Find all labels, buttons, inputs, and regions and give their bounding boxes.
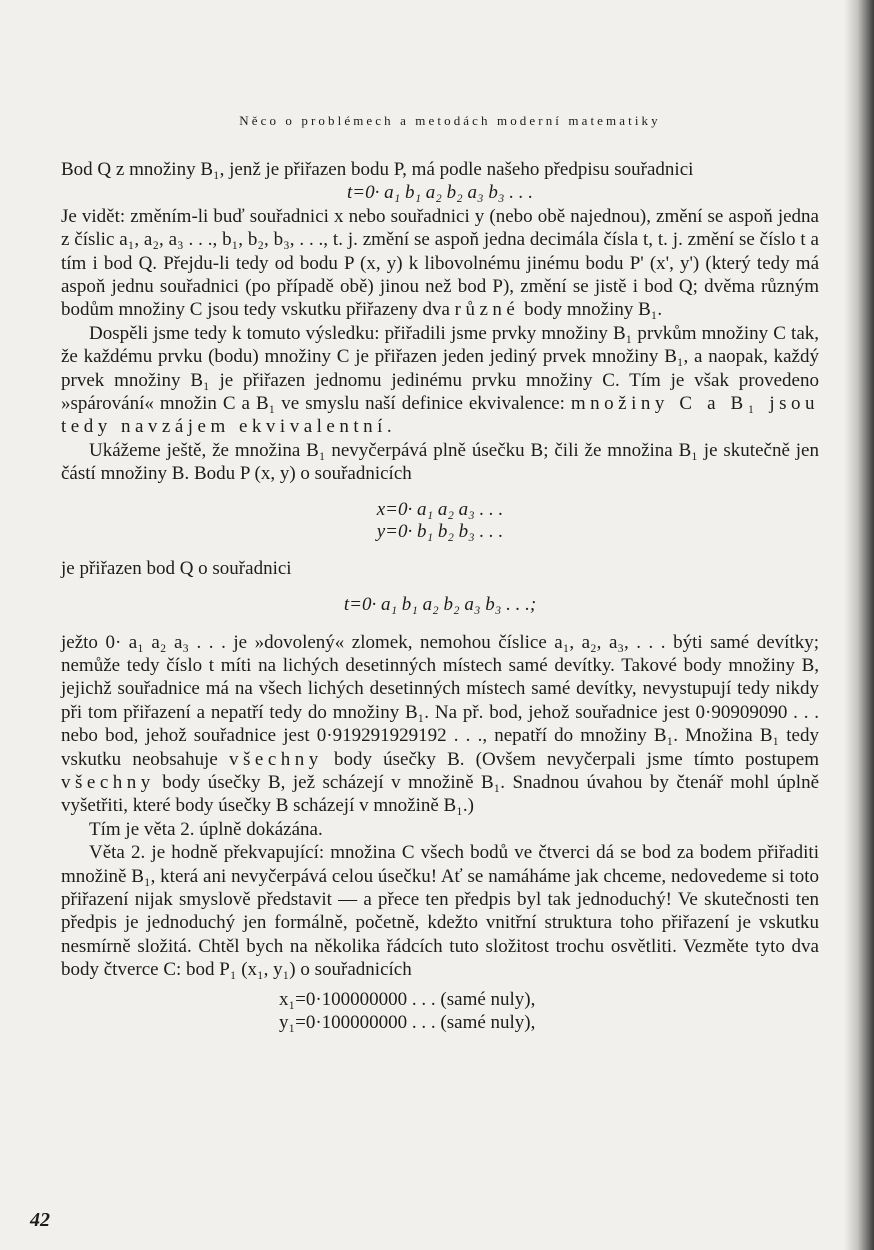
body-text <box>61 158 819 1034</box>
spaced-emphasis: množiny C a B₁ jsou tedy navzájem ekvivalentní. <box>61 393 819 438</box>
equation-t: t=0· a₁ b₁ a₂ b₂ a₃ b₃ . . . <box>347 182 533 204</box>
running-head: Něco o problémech a metodách moderní matematiky <box>239 113 661 128</box>
paragraph-4: Ukážeme ještě, že množina B₁ nevyčerpává plně úsečku B; čili že množina B₁ je skutečně jen částí množiny B. Bodu P (x, y) o souřadnicích <box>61 439 819 485</box>
page-number: 42 <box>30 1209 50 1231</box>
page-edge-shadow <box>844 0 874 1250</box>
spaced-emphasis: všechny <box>229 748 323 770</box>
paragraph-2: Je vidět: změním-li buď souřadnici x nebo souřadnici y (nebo obě najednou), změní se aspoň jedna z číslic a₁, a₂, a₃ . . ., b₁, b₂, b₃, . . ., t. j. změní se aspoň jedna decimála čísla t, t. j. změní se číslo t a tím i bod Q. Přejdu-li tedy od bodu P (x, y) k libovolnému jinému bodu P' (x', y') (který tedy má aspoň jednu souřadnici (po případě obě) jinou než bod P), změní se jistě i bod Q; dvěma různým bodům množiny C jsou tedy vskutku přiřazeny dva různé body množiny B₁. <box>61 205 819 321</box>
spaced-emphasis: všechny <box>61 771 155 793</box>
paragraph-1: Bod Q z množiny B₁, jenž je přiřazen bodu P, má podle našeho předpisu souřadnici <box>61 159 694 180</box>
paragraph-8: Věta 2. je hodně překvapující: množina C všech bodů ve čtverci dá se bod za bodem přiřaditi množině B₁, která ani nevyčerpává celou úsečku! Ať se namáháme jak chceme, nedovedeme si toto přiřazení nijak smyslově představit — a přece ten předpis byl tak jednoduchý! Ve skutečnosti ten předpis je jednoduchý jen formálně, početně, kdežto vnitřní struktura toho přiřazení je vskutku nesmírně složitá. Chtěl bych na několika řádcích tuto složitost trochu osvětliti. Vezměte tyto dva body čtverce C: bod P₁ (x₁, y₁) o souřadnicích <box>61 842 819 981</box>
equations-x1-y1: x₁=0·100000000 . . . (samé nuly), y₁=0·100000000 . . . (samé nuly), <box>279 988 536 1033</box>
paragraph-7: Tím je věta 2. úplně dokázána. <box>89 818 323 840</box>
spaced-emphasis: různé <box>454 299 520 321</box>
paragraph-5: je přiřazen bod Q o souřadnici <box>61 557 292 579</box>
paragraph-6: ježto 0· a₁ a₂ a₃ . . . je »dovolený« zlomek, nemohou číslice a₁, a₂, a₃, . . . býti samé devítky; nemůže tedy číslo t míti na lichých desetinných místech samé devítky. Takové body množiny B, jejichž souřadnice má na všech lichých desetinných místech samé devítky, nevystupují tedy nikdy při tom přiřazení a nepatří tedy do množiny B₁. Na př. bod, jehož souřadnice jest 0·90909090 . . . nebo bod, jehož souřadnice jest 0·919291929192 . . ., nepatří do množiny B₁. Množina B₁ tedy vskutku neobsahuje všechny body úsečky B. (Ovšem nevyčerpali jsme tímto postupem všechny body úsečky B, jež scházejí v množině B₁. Snadnou úvahou by čtenář mohl úplně vyšetřiti, které body úsečky B scházejí v množině B₁.) <box>61 631 820 817</box>
equations-xy: x=0· a₁ a₂ a₃ . . . y=0· b₁ b₂ b₃ . . . <box>376 498 504 542</box>
equation-t-2: t=0· a₁ b₁ a₂ b₂ a₃ b₃ . . .; <box>343 594 537 616</box>
paragraph-3: Dospěli jsme tedy k tomuto výsledku: přiřadili jsme prvky množiny B₁ prvkům množiny C tak, že každému prvku (bodu) množiny C je přiřazen jeden jediný prvek množiny B₁, a naopak, každý prvek množiny B₁ je přiřazen jednomu jedinému prvku množiny C. Tím je však provedeno »spárování« množin C a B₁ ve smyslu naší definice ekvivalence: množiny C a B₁ jsou tedy navzájem ekvivalentní. <box>61 322 819 438</box>
